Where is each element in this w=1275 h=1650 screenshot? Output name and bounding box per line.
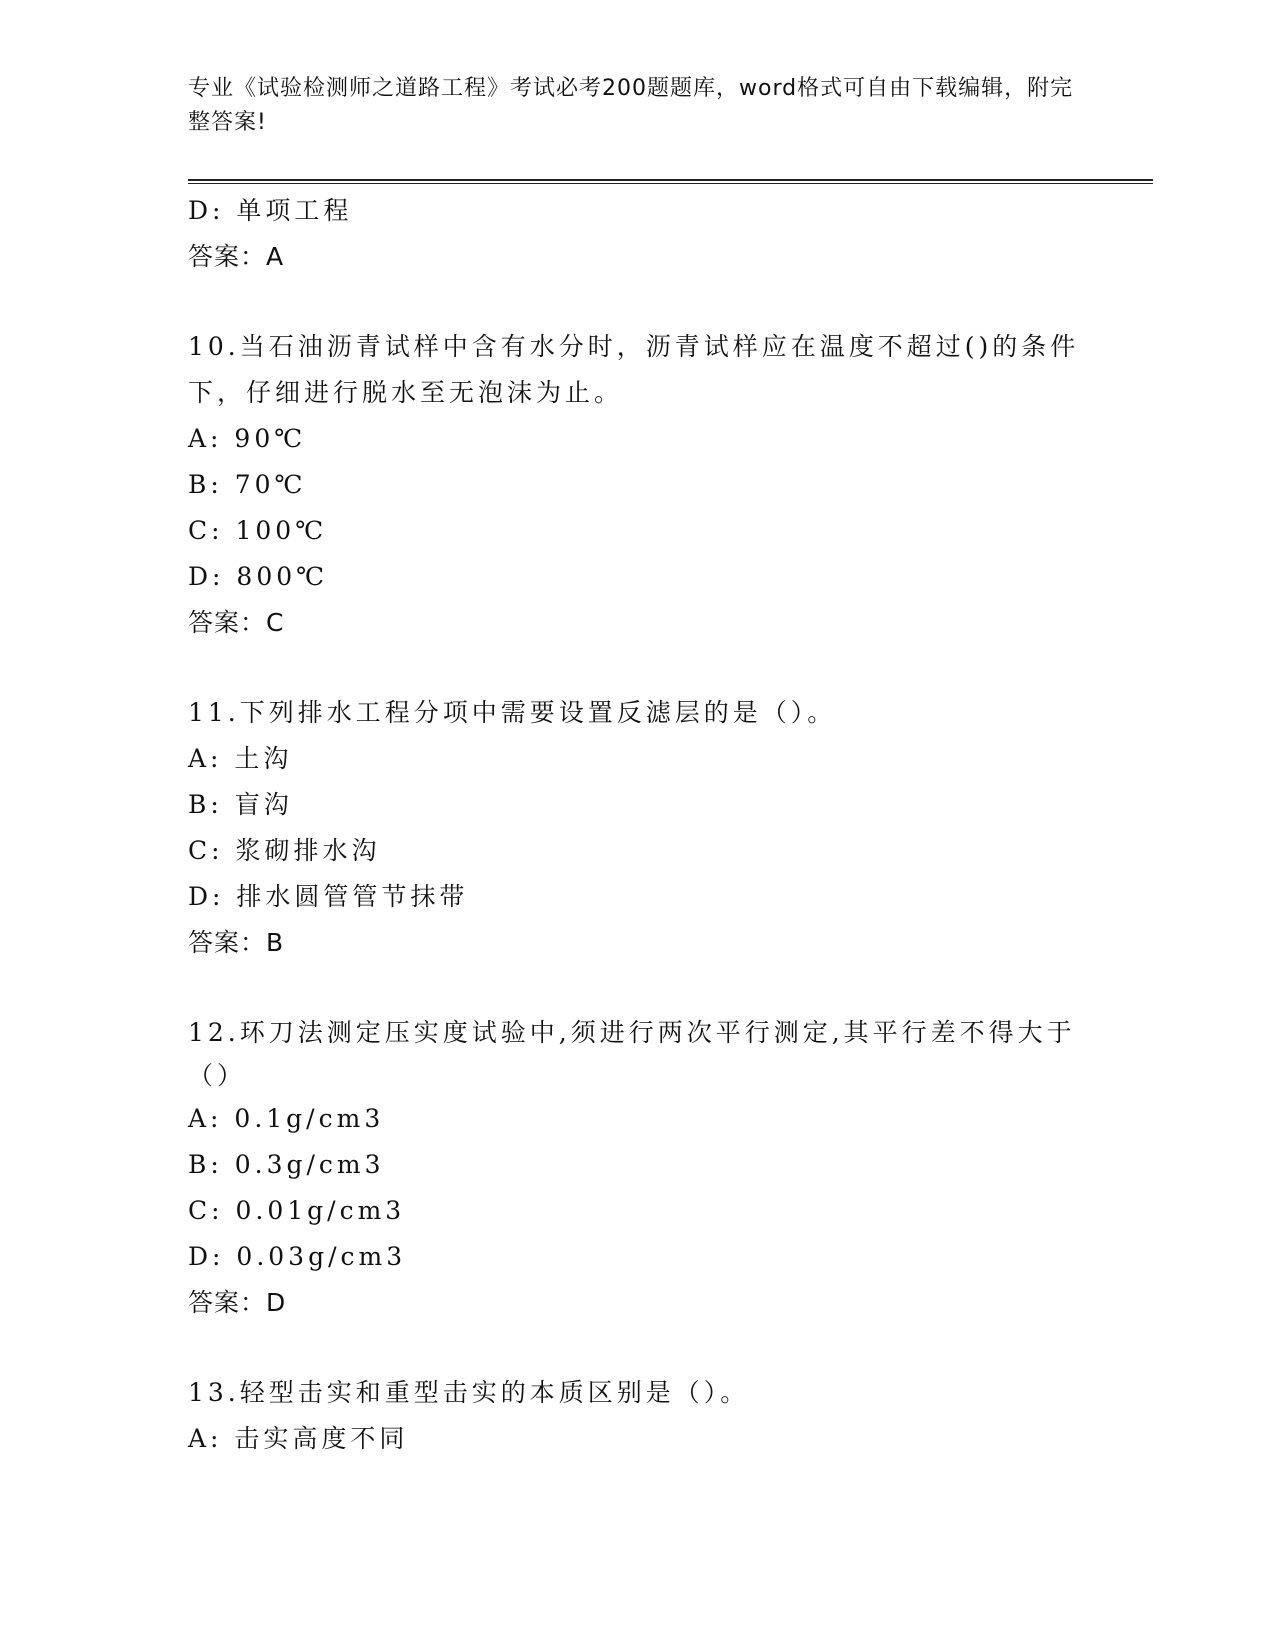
question-stem-continued: （） <box>188 1061 247 1090</box>
option-c: C: 0.01g/cm3 <box>188 1196 406 1225</box>
option-b: B: 70℃ <box>188 470 307 499</box>
option-a: A: 土沟 <box>188 744 293 773</box>
document-body <box>188 188 1088 1462</box>
question-stem: 11.下列排水工程分项中需要设置反滤层的是（）。 <box>188 698 837 727</box>
answer-text: 答案：C <box>188 608 285 637</box>
option-d: D: 排水圆管管节抹带 <box>188 882 469 911</box>
option-a: A: 0.1g/cm3 <box>188 1104 385 1133</box>
question-stem-continued: 下，仔细进行脱水至无泡沫为止。 <box>188 378 624 407</box>
question-block-12 <box>188 1010 1088 1326</box>
option-c: C: 浆砌排水沟 <box>188 836 381 865</box>
question-stem: 12.环刀法测定压实度试验中,须进行两次平行测定,其平行差不得大于 <box>188 1018 1076 1047</box>
question-block-11 <box>188 690 1088 966</box>
option-b: B: 盲沟 <box>188 790 293 819</box>
option-d: D: 800℃ <box>188 562 329 591</box>
document-header: 专业《试验检测师之道路工程》考试必考200题题库，word格式可自由下载编辑，附完整答案! <box>188 76 1074 135</box>
question-block-13 <box>188 1370 1088 1462</box>
question-block-previous <box>188 188 1088 280</box>
answer-text: 答案：A <box>188 242 285 271</box>
option-a: A: 击实高度不同 <box>188 1424 409 1453</box>
answer-text: 答案：D <box>188 1288 287 1317</box>
question-block-10 <box>188 324 1088 646</box>
option-b: B: 0.3g/cm3 <box>188 1150 385 1179</box>
option-a: A: 90℃ <box>188 424 307 453</box>
option-d: D: 0.03g/cm3 <box>188 1242 407 1271</box>
question-stem: 10.当石油沥青试样中含有水分时，沥青试样应在温度不超过()的条件 <box>188 332 1080 361</box>
answer-text: 答案：B <box>188 928 285 957</box>
option-d: D: 单项工程 <box>188 196 353 225</box>
question-stem: 13.轻型击实和重型击实的本质区别是（）。 <box>188 1378 750 1407</box>
header-divider <box>188 179 1153 184</box>
option-c: C: 100℃ <box>188 516 328 545</box>
